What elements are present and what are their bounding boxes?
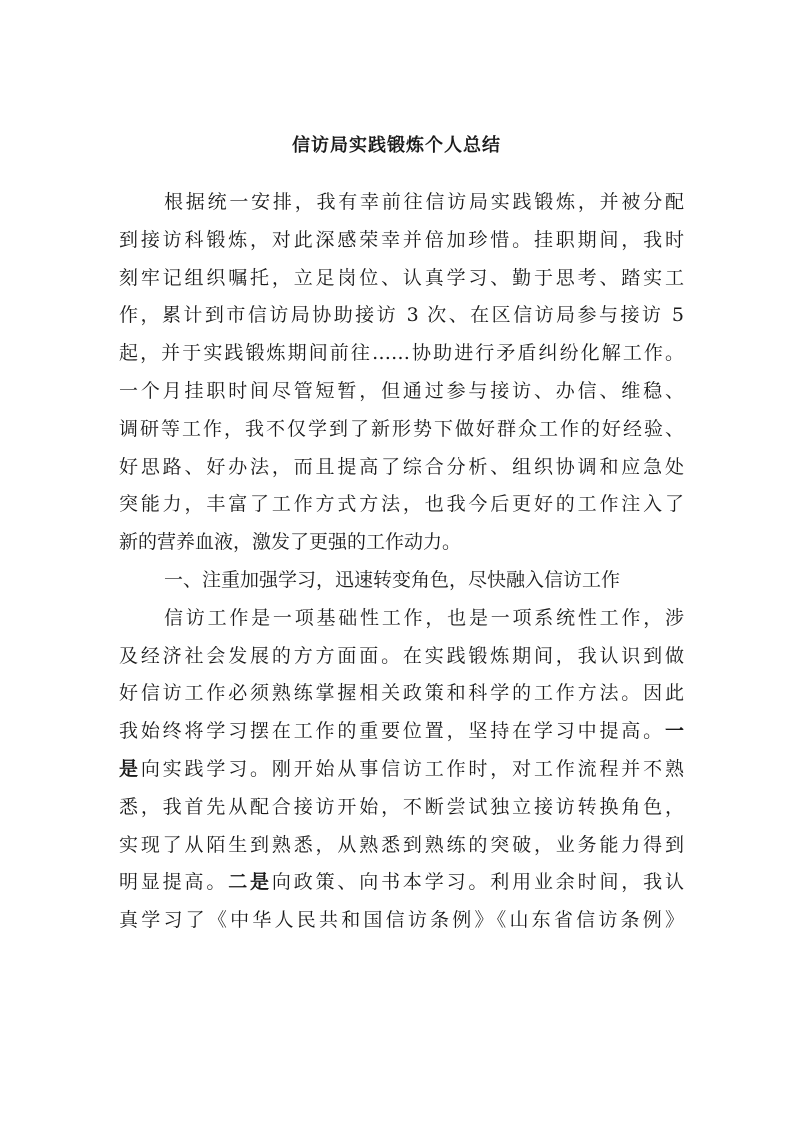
paragraph-line: 及经济社会发展的方方面面。在实践锻炼期间，我认识到做 [119, 644, 684, 667]
paragraph-line: 悉，我首先从配合接访开始，不断尝试独立接访转换角色， [119, 795, 684, 818]
paragraph-line [119, 864, 684, 902]
paragraph-line [119, 713, 684, 751]
document-title: 信访局实践锻炼个人总结 [292, 135, 501, 156]
line-text: 向政策、向书本学习。利用业余时间，我认 [271, 871, 684, 894]
line-text: 我始终将学习摆在工作的重要位置，坚持在学习中提高。 [119, 720, 665, 743]
section-heading: 一、注重加强学习，迅速转变角色，尽快融入信访工作 [164, 568, 621, 591]
bold-marker: 是 [119, 757, 141, 780]
paragraph-line: 调研等工作，我不仅学到了新形势下做好群众工作的好经验、 [119, 417, 684, 440]
paragraph-line: 刻牢记组织嘱托，立足岗位、认真学习、勤于思考、踏实工 [119, 266, 684, 289]
paragraph-line: 好思路、好办法，而且提高了综合分析、组织协调和应急处 [119, 455, 684, 478]
paragraph-line: 到接访科锻炼，对此深感荣幸并倍加珍惜。挂职期间，我时 [119, 228, 684, 251]
paragraph-line: 新的营养血液，激发了更强的工作动力。 [119, 531, 462, 554]
paragraph-line: 信访工作是一项基础性工作，也是一项系统性工作，涉 [164, 606, 684, 629]
paragraph-line: 突能力，丰富了工作方式方法，也我今后更好的工作注入了 [119, 493, 684, 516]
paragraph-line [119, 751, 684, 789]
paragraph-line: 起，并于实践锻炼期间前往……协助进行矛盾纠纷化解工作。 [119, 342, 684, 365]
paragraph-line: 真学习了《中华人民共和国信访条例》《山东省信访条例》 [119, 909, 684, 932]
paragraph-line: 一个月挂职时间尽管短暂，但通过参与接访、办信、维稳、 [119, 379, 684, 402]
document-body [119, 184, 684, 940]
bold-marker: 一 [664, 720, 684, 743]
paragraph-line: 根据统一安排，我有幸前往信访局实践锻炼，并被分配 [164, 191, 684, 213]
bold-marker: 二是 [228, 871, 272, 894]
paragraph-line: 作，累计到市信访局协助接访 3 次、在区信访局参与接访 5 [119, 304, 684, 327]
paragraph-line: 好信访工作必须熟练掌握相关政策和科学的工作方法。因此 [119, 682, 684, 705]
line-text: 向实践学习。刚开始从事信访工作时，对工作流程并不熟 [140, 757, 684, 780]
line-text: 明显提高。 [119, 871, 229, 894]
paragraph-line: 实现了从陌生到熟悉，从熟悉到熟练的突破，业务能力得到 [119, 833, 684, 856]
